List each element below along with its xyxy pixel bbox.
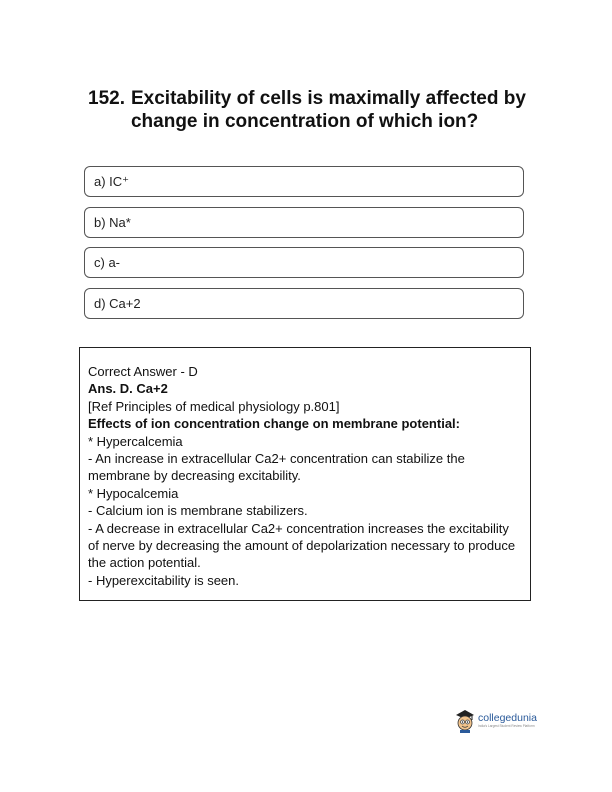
option-d[interactable] xyxy=(84,288,524,319)
question-heading xyxy=(88,87,538,133)
explanation-line: * Hypercalcemia xyxy=(88,433,183,449)
answer-explanation-box xyxy=(79,347,531,601)
explanation-line: * Hypocalcemia xyxy=(88,485,179,501)
explanation-line: - Hyperexcitability is seen. xyxy=(88,572,239,588)
collegedunia-logo xyxy=(455,704,551,738)
mascot-icon xyxy=(455,709,475,733)
question-text: Excitability of cells is maximally affected by change in concentration of which ion? xyxy=(130,88,526,132)
logo-tagline: India's Largest Student Review Platform xyxy=(478,724,535,728)
answer-line: Ans. D. Ca+2 xyxy=(88,381,168,397)
logo-name: collegedunia xyxy=(478,712,537,724)
option-c[interactable] xyxy=(84,247,524,278)
explanation-line: - Calcium ion is membrane stabilizers. xyxy=(88,503,308,519)
option-d-label: d) Ca+2 xyxy=(94,296,141,311)
correct-answer-line: Correct Answer - D xyxy=(88,364,198,379)
reference-line: [Ref Principles of medical physiology p.801] xyxy=(88,398,340,414)
question-number: 152. xyxy=(88,88,125,109)
explanation-line: - A decrease in extracellular Ca2+ concentration increases the excitability of nerve by decreasing the amount of depolarization necessary to produce the action potential. xyxy=(88,520,516,571)
explanation-line: - An increase in extracellular Ca2+ concentration can stabilize the membrane by decreasing excitability. xyxy=(88,451,465,484)
option-a[interactable] xyxy=(84,166,524,197)
option-b[interactable] xyxy=(84,207,524,238)
option-b-label: b) Na* xyxy=(94,215,131,230)
option-a-label: a) IC⁺ xyxy=(94,174,130,189)
explanation-heading: Effects of ion concentration change on membrane potential: xyxy=(88,416,460,432)
option-c-label: c) a- xyxy=(94,255,120,270)
